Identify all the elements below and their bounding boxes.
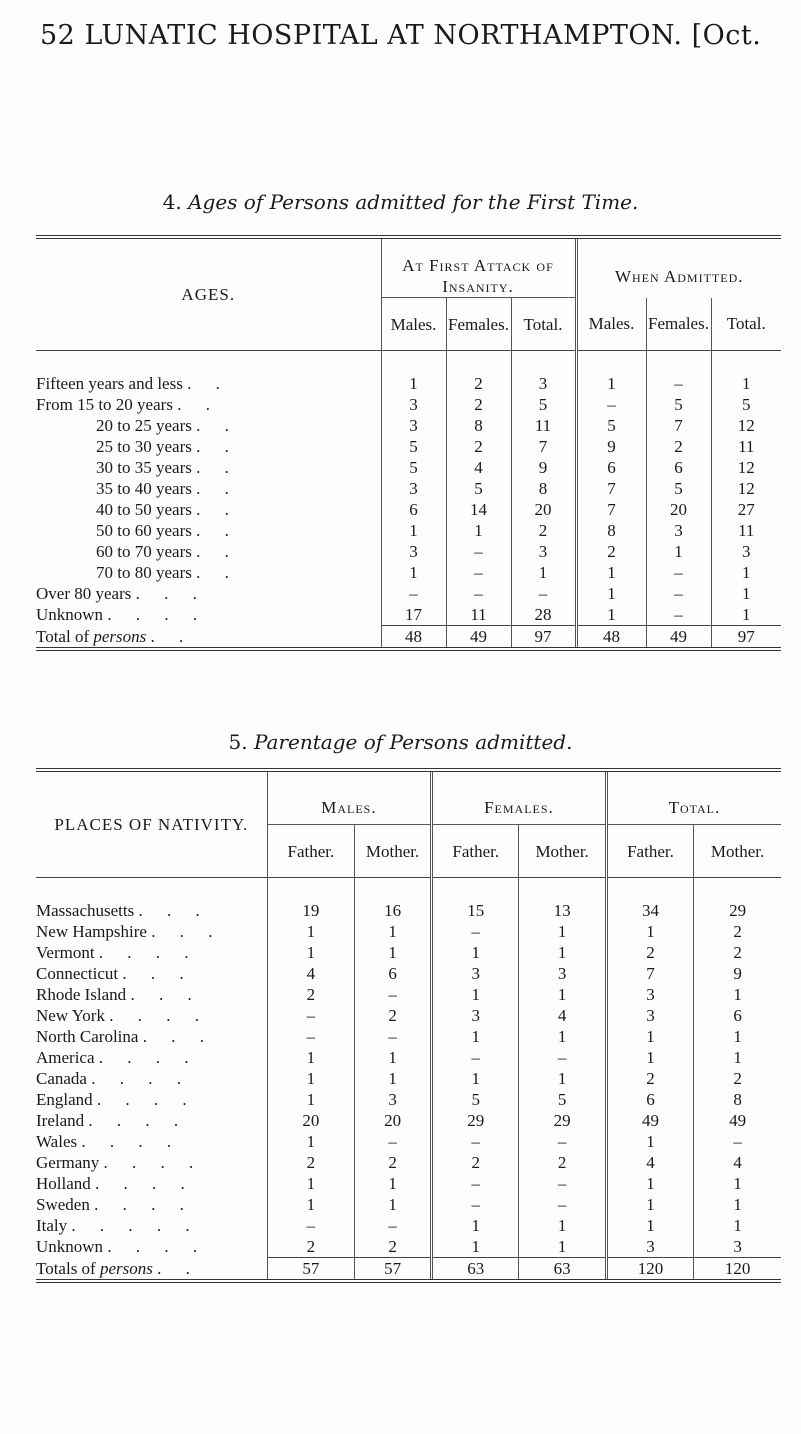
row-label: 20 to 25 years . . — [96, 416, 239, 435]
cell-value: 1 — [432, 1215, 519, 1236]
sub-header: Males. — [576, 298, 646, 351]
cell-value: 5 — [646, 394, 711, 415]
first-attack-header: At First Attack of Insanity. — [381, 239, 576, 298]
cell-value: 1 — [432, 1236, 519, 1258]
cell-value: – — [446, 541, 511, 562]
sub-header: Mother. — [694, 825, 781, 878]
row-label: Italy . . . . . — [36, 1216, 200, 1235]
cell-value: 3 — [432, 1005, 519, 1026]
cell-value: 1 — [355, 942, 432, 963]
table-row — [36, 541, 781, 562]
table-row — [36, 900, 781, 921]
total-value: 57 — [267, 1258, 354, 1280]
row-label: Unknown . . . . — [36, 605, 208, 625]
row-label: Ireland . . . . — [36, 1111, 189, 1130]
row-label: 35 to 40 years . . — [96, 479, 239, 498]
total-value: 49 — [646, 626, 711, 648]
cell-value: 8 — [511, 478, 576, 499]
cell-value: 11 — [711, 436, 781, 457]
cell-value: 1 — [606, 1194, 693, 1215]
table-row-total — [36, 626, 781, 648]
sub-header: Males. — [381, 298, 446, 351]
cell-value: 2 — [355, 1005, 432, 1026]
cell-value: 11 — [446, 604, 511, 626]
cell-value: – — [267, 1215, 354, 1236]
cell-value: 20 — [646, 499, 711, 520]
row-label: Vermont . . . . — [36, 943, 199, 962]
nativity-stub-header: PLACES OF NATIVITY. — [54, 815, 249, 834]
cell-value: 3 — [432, 963, 519, 984]
cell-value: 2 — [446, 436, 511, 457]
row-label: Sweden . . . . — [36, 1195, 194, 1214]
row-label: Over 80 years . . . — [36, 584, 207, 603]
cell-value: 6 — [576, 457, 646, 478]
total-value: 48 — [576, 626, 646, 648]
cell-value: 2 — [267, 1236, 354, 1258]
cell-value: 12 — [711, 478, 781, 499]
table5-number: 5. — [228, 730, 248, 754]
cell-value: 1 — [446, 520, 511, 541]
table-row-total — [36, 1258, 781, 1280]
cell-value: 1 — [576, 373, 646, 394]
row-label: 60 to 70 years . . — [96, 542, 239, 561]
table-row — [36, 963, 781, 984]
cell-value: 1 — [267, 1047, 354, 1068]
table4-title-text: Ages of Persons admitted for the First Time. — [188, 190, 639, 214]
cell-value: 1 — [711, 373, 781, 394]
table-row — [36, 1068, 781, 1089]
table4-title — [0, 190, 801, 214]
table-row — [36, 1215, 781, 1236]
cell-value: 12 — [711, 457, 781, 478]
running-title: LUNATIC HOSPITAL AT NORTHAMPTON. — [84, 20, 683, 51]
cell-value: 1 — [694, 1026, 781, 1047]
row-label: 25 to 30 years . . — [96, 437, 239, 456]
cell-value: 3 — [355, 1089, 432, 1110]
cell-value: 5 — [646, 478, 711, 499]
cell-value: 1 — [694, 1215, 781, 1236]
table5-title-text: Parentage of Persons admitted. — [254, 730, 573, 754]
cell-value: – — [646, 583, 711, 604]
cell-value: 3 — [381, 478, 446, 499]
cell-value: 1 — [576, 604, 646, 626]
cell-value: 1 — [694, 1173, 781, 1194]
table-row — [36, 921, 781, 942]
cell-value: 27 — [711, 499, 781, 520]
cell-value: 5 — [381, 457, 446, 478]
total-value: 57 — [355, 1258, 432, 1280]
when-admitted-header: When Admitted. — [576, 239, 781, 298]
cell-value: 8 — [694, 1089, 781, 1110]
cell-value: 13 — [519, 900, 606, 921]
cell-value: 1 — [606, 1215, 693, 1236]
header-date: [Oct. — [691, 20, 762, 51]
cell-value: 3 — [519, 963, 606, 984]
cell-value: – — [355, 1026, 432, 1047]
cell-value: 1 — [519, 1026, 606, 1047]
sub-header: Total. — [711, 298, 781, 351]
cell-value: 1 — [576, 583, 646, 604]
sub-header: Father. — [267, 825, 354, 878]
cell-value: – — [355, 1131, 432, 1152]
row-label: Canada . . . . — [36, 1069, 191, 1088]
cell-value: 1 — [711, 604, 781, 626]
cell-value: 1 — [355, 1173, 432, 1194]
sub-header: Total. — [511, 298, 576, 351]
cell-value: 1 — [511, 562, 576, 583]
cell-value: 1 — [381, 373, 446, 394]
cell-value: 1 — [381, 562, 446, 583]
table-row — [36, 415, 781, 436]
cell-value: 4 — [446, 457, 511, 478]
table-row — [36, 984, 781, 1005]
cell-value: 1 — [267, 1089, 354, 1110]
cell-value: 1 — [519, 921, 606, 942]
total-value: 120 — [694, 1258, 781, 1280]
cell-value: 1 — [355, 1194, 432, 1215]
cell-value: 2 — [446, 373, 511, 394]
cell-value: 6 — [606, 1089, 693, 1110]
cell-value: 14 — [446, 499, 511, 520]
cell-value: 1 — [694, 1194, 781, 1215]
row-label: 70 to 80 years . . — [96, 563, 239, 582]
cell-value: 3 — [606, 1005, 693, 1026]
table-row — [36, 1173, 781, 1194]
cell-value: 4 — [606, 1152, 693, 1173]
cell-value: 1 — [519, 984, 606, 1005]
cell-value: 6 — [355, 963, 432, 984]
cell-value: 9 — [511, 457, 576, 478]
cell-value: 3 — [511, 541, 576, 562]
row-label: Massachusetts . . . — [36, 901, 210, 920]
row-label: Wales . . . . — [36, 1132, 182, 1151]
table-row — [36, 1152, 781, 1173]
cell-value: 20 — [511, 499, 576, 520]
table-row — [36, 1236, 781, 1258]
table-row — [36, 436, 781, 457]
table4-number: 4. — [162, 190, 182, 214]
cell-value: – — [355, 1215, 432, 1236]
cell-value: 7 — [511, 436, 576, 457]
cell-value: – — [267, 1005, 354, 1026]
cell-value: 1 — [267, 1131, 354, 1152]
row-label: Connecticut . . . — [36, 964, 194, 983]
cell-value: 1 — [432, 1068, 519, 1089]
row-label: Holland . . . . — [36, 1174, 195, 1193]
cell-value: 1 — [606, 1131, 693, 1152]
cell-value: 1 — [355, 921, 432, 942]
row-label: Total of persons . . — [36, 626, 194, 646]
cell-value: 17 — [381, 604, 446, 626]
page-number: 52 — [40, 20, 76, 51]
sub-header: Females. — [446, 298, 511, 351]
cell-value: 1 — [267, 1173, 354, 1194]
cell-value: – — [519, 1173, 606, 1194]
cell-value: 7 — [576, 499, 646, 520]
row-label: Germany . . . . — [36, 1153, 204, 1172]
cell-value: 11 — [511, 415, 576, 436]
sub-header: Father. — [606, 825, 693, 878]
table-row — [36, 1110, 781, 1131]
table-row — [36, 1026, 781, 1047]
total-value: 49 — [446, 626, 511, 648]
cell-value: – — [576, 394, 646, 415]
cell-value: 9 — [694, 963, 781, 984]
cell-value: 3 — [606, 984, 693, 1005]
total-value: 97 — [711, 626, 781, 648]
cell-value: 2 — [511, 520, 576, 541]
cell-value: 20 — [267, 1110, 354, 1131]
row-label: From 15 to 20 years . . — [36, 395, 220, 414]
cell-value: 5 — [432, 1089, 519, 1110]
cell-value: 2 — [694, 921, 781, 942]
cell-value: 2 — [606, 942, 693, 963]
cell-value: 3 — [646, 520, 711, 541]
cell-value: – — [519, 1194, 606, 1215]
table-row — [36, 1194, 781, 1215]
cell-value: – — [432, 921, 519, 942]
row-label: England . . . . — [36, 1090, 197, 1109]
table-row — [36, 1047, 781, 1068]
cell-value: 1 — [576, 562, 646, 583]
cell-value: – — [432, 1194, 519, 1215]
cell-value: 2 — [267, 984, 354, 1005]
cell-value: 1 — [606, 921, 693, 942]
cell-value: 16 — [355, 900, 432, 921]
cell-value: 3 — [381, 394, 446, 415]
cell-value: 2 — [355, 1152, 432, 1173]
cell-value: – — [646, 373, 711, 394]
row-label: North Carolina . . . — [36, 1027, 214, 1046]
cell-value: – — [267, 1026, 354, 1047]
total-value: 120 — [606, 1258, 693, 1280]
cell-value: 1 — [267, 1068, 354, 1089]
females-header: Females. — [432, 772, 607, 825]
sub-header: Mother. — [519, 825, 606, 878]
cell-value: – — [432, 1131, 519, 1152]
cell-value: 4 — [519, 1005, 606, 1026]
cell-value: 1 — [519, 1215, 606, 1236]
cell-value: – — [432, 1173, 519, 1194]
cell-value: – — [381, 583, 446, 604]
cell-value: 5 — [711, 394, 781, 415]
row-label: 30 to 35 years . . — [96, 458, 239, 477]
row-label: 40 to 50 years . . — [96, 500, 239, 519]
cell-value: – — [646, 562, 711, 583]
total-value: 63 — [519, 1258, 606, 1280]
cell-value: 7 — [646, 415, 711, 436]
total-value: 48 — [381, 626, 446, 648]
cell-value: – — [432, 1047, 519, 1068]
cell-value: 3 — [606, 1236, 693, 1258]
cell-value: 2 — [646, 436, 711, 457]
cell-value: 1 — [519, 1236, 606, 1258]
table-row — [36, 457, 781, 478]
cell-value: 15 — [432, 900, 519, 921]
cell-value: 2 — [694, 1068, 781, 1089]
cell-value: 1 — [432, 984, 519, 1005]
ages-stub-header: AGES. — [181, 285, 236, 304]
cell-value: 3 — [381, 541, 446, 562]
cell-value: 12 — [711, 415, 781, 436]
row-label: New Hampshire . . . — [36, 922, 223, 941]
row-label: Fifteen years and less . . — [36, 374, 230, 393]
cell-value: 2 — [519, 1152, 606, 1173]
cell-value: 34 — [606, 900, 693, 921]
males-header: Males. — [267, 772, 431, 825]
cell-value: 1 — [519, 942, 606, 963]
cell-value: 2 — [267, 1152, 354, 1173]
cell-value: 1 — [355, 1047, 432, 1068]
cell-value: 2 — [576, 541, 646, 562]
table-row — [36, 942, 781, 963]
cell-value: 4 — [267, 963, 354, 984]
cell-value: 5 — [519, 1089, 606, 1110]
cell-value: 1 — [355, 1068, 432, 1089]
cell-value: 5 — [576, 415, 646, 436]
cell-value: 2 — [606, 1068, 693, 1089]
table-row — [36, 604, 781, 626]
cell-value: 7 — [576, 478, 646, 499]
cell-value: 1 — [606, 1026, 693, 1047]
cell-value: 1 — [694, 1047, 781, 1068]
cell-value: 1 — [694, 984, 781, 1005]
table5-title — [0, 730, 801, 754]
cell-value: 1 — [267, 942, 354, 963]
cell-value: – — [646, 604, 711, 626]
parentage-table — [36, 768, 781, 1283]
cell-value: 1 — [267, 1194, 354, 1215]
row-label: 50 to 60 years . . — [96, 521, 239, 540]
cell-value: 1 — [646, 541, 711, 562]
cell-value: 1 — [711, 562, 781, 583]
cell-value: 2 — [432, 1152, 519, 1173]
sub-header: Mother. — [355, 825, 432, 878]
cell-value: 3 — [381, 415, 446, 436]
cell-value: 1 — [432, 942, 519, 963]
cell-value: 3 — [511, 373, 576, 394]
row-label: Totals of persons . . — [36, 1258, 200, 1278]
table-row — [36, 394, 781, 415]
cell-value: 28 — [511, 604, 576, 626]
cell-value: – — [355, 984, 432, 1005]
row-label: Rhode Island . . . — [36, 985, 202, 1004]
ages-table — [36, 235, 781, 651]
cell-value: 5 — [511, 394, 576, 415]
cell-value: 7 — [606, 963, 693, 984]
cell-value: 6 — [646, 457, 711, 478]
cell-value: – — [519, 1131, 606, 1152]
total-value: 97 — [511, 626, 576, 648]
cell-value: 3 — [694, 1236, 781, 1258]
row-label: New York . . . . — [36, 1006, 209, 1025]
cell-value: 1 — [267, 921, 354, 942]
cell-value: 20 — [355, 1110, 432, 1131]
cell-value: 5 — [446, 478, 511, 499]
cell-value: 29 — [432, 1110, 519, 1131]
cell-value: 1 — [606, 1047, 693, 1068]
table-row — [36, 373, 781, 394]
sub-header: Females. — [646, 298, 711, 351]
sub-header: Father. — [432, 825, 519, 878]
cell-value: 11 — [711, 520, 781, 541]
page-header — [40, 20, 780, 51]
cell-value: 3 — [711, 541, 781, 562]
cell-value: – — [694, 1131, 781, 1152]
cell-value: 19 — [267, 900, 354, 921]
cell-value: 49 — [606, 1110, 693, 1131]
table-row — [36, 562, 781, 583]
cell-value: – — [446, 562, 511, 583]
cell-value: 29 — [694, 900, 781, 921]
cell-value: 6 — [381, 499, 446, 520]
cell-value: 4 — [694, 1152, 781, 1173]
cell-value: 6 — [694, 1005, 781, 1026]
cell-value: 5 — [381, 436, 446, 457]
table-row — [36, 499, 781, 520]
table-row — [36, 1005, 781, 1026]
row-label: Unknown . . . . — [36, 1237, 208, 1257]
table-row — [36, 1089, 781, 1110]
cell-value: 1 — [519, 1068, 606, 1089]
cell-value: 1 — [381, 520, 446, 541]
total-header: Total. — [606, 772, 781, 825]
cell-value: 8 — [446, 415, 511, 436]
cell-value: 1 — [606, 1173, 693, 1194]
table-row — [36, 1131, 781, 1152]
cell-value: 9 — [576, 436, 646, 457]
cell-value: – — [519, 1047, 606, 1068]
cell-value: 49 — [694, 1110, 781, 1131]
cell-value: 29 — [519, 1110, 606, 1131]
cell-value: 2 — [446, 394, 511, 415]
table-row — [36, 520, 781, 541]
cell-value: 2 — [694, 942, 781, 963]
cell-value: 1 — [432, 1026, 519, 1047]
cell-value: 1 — [711, 583, 781, 604]
table-row — [36, 583, 781, 604]
total-value: 63 — [432, 1258, 519, 1280]
cell-value: 8 — [576, 520, 646, 541]
table-row — [36, 478, 781, 499]
cell-value: – — [511, 583, 576, 604]
cell-value: – — [446, 583, 511, 604]
row-label: America . . . . — [36, 1048, 199, 1067]
cell-value: 2 — [355, 1236, 432, 1258]
